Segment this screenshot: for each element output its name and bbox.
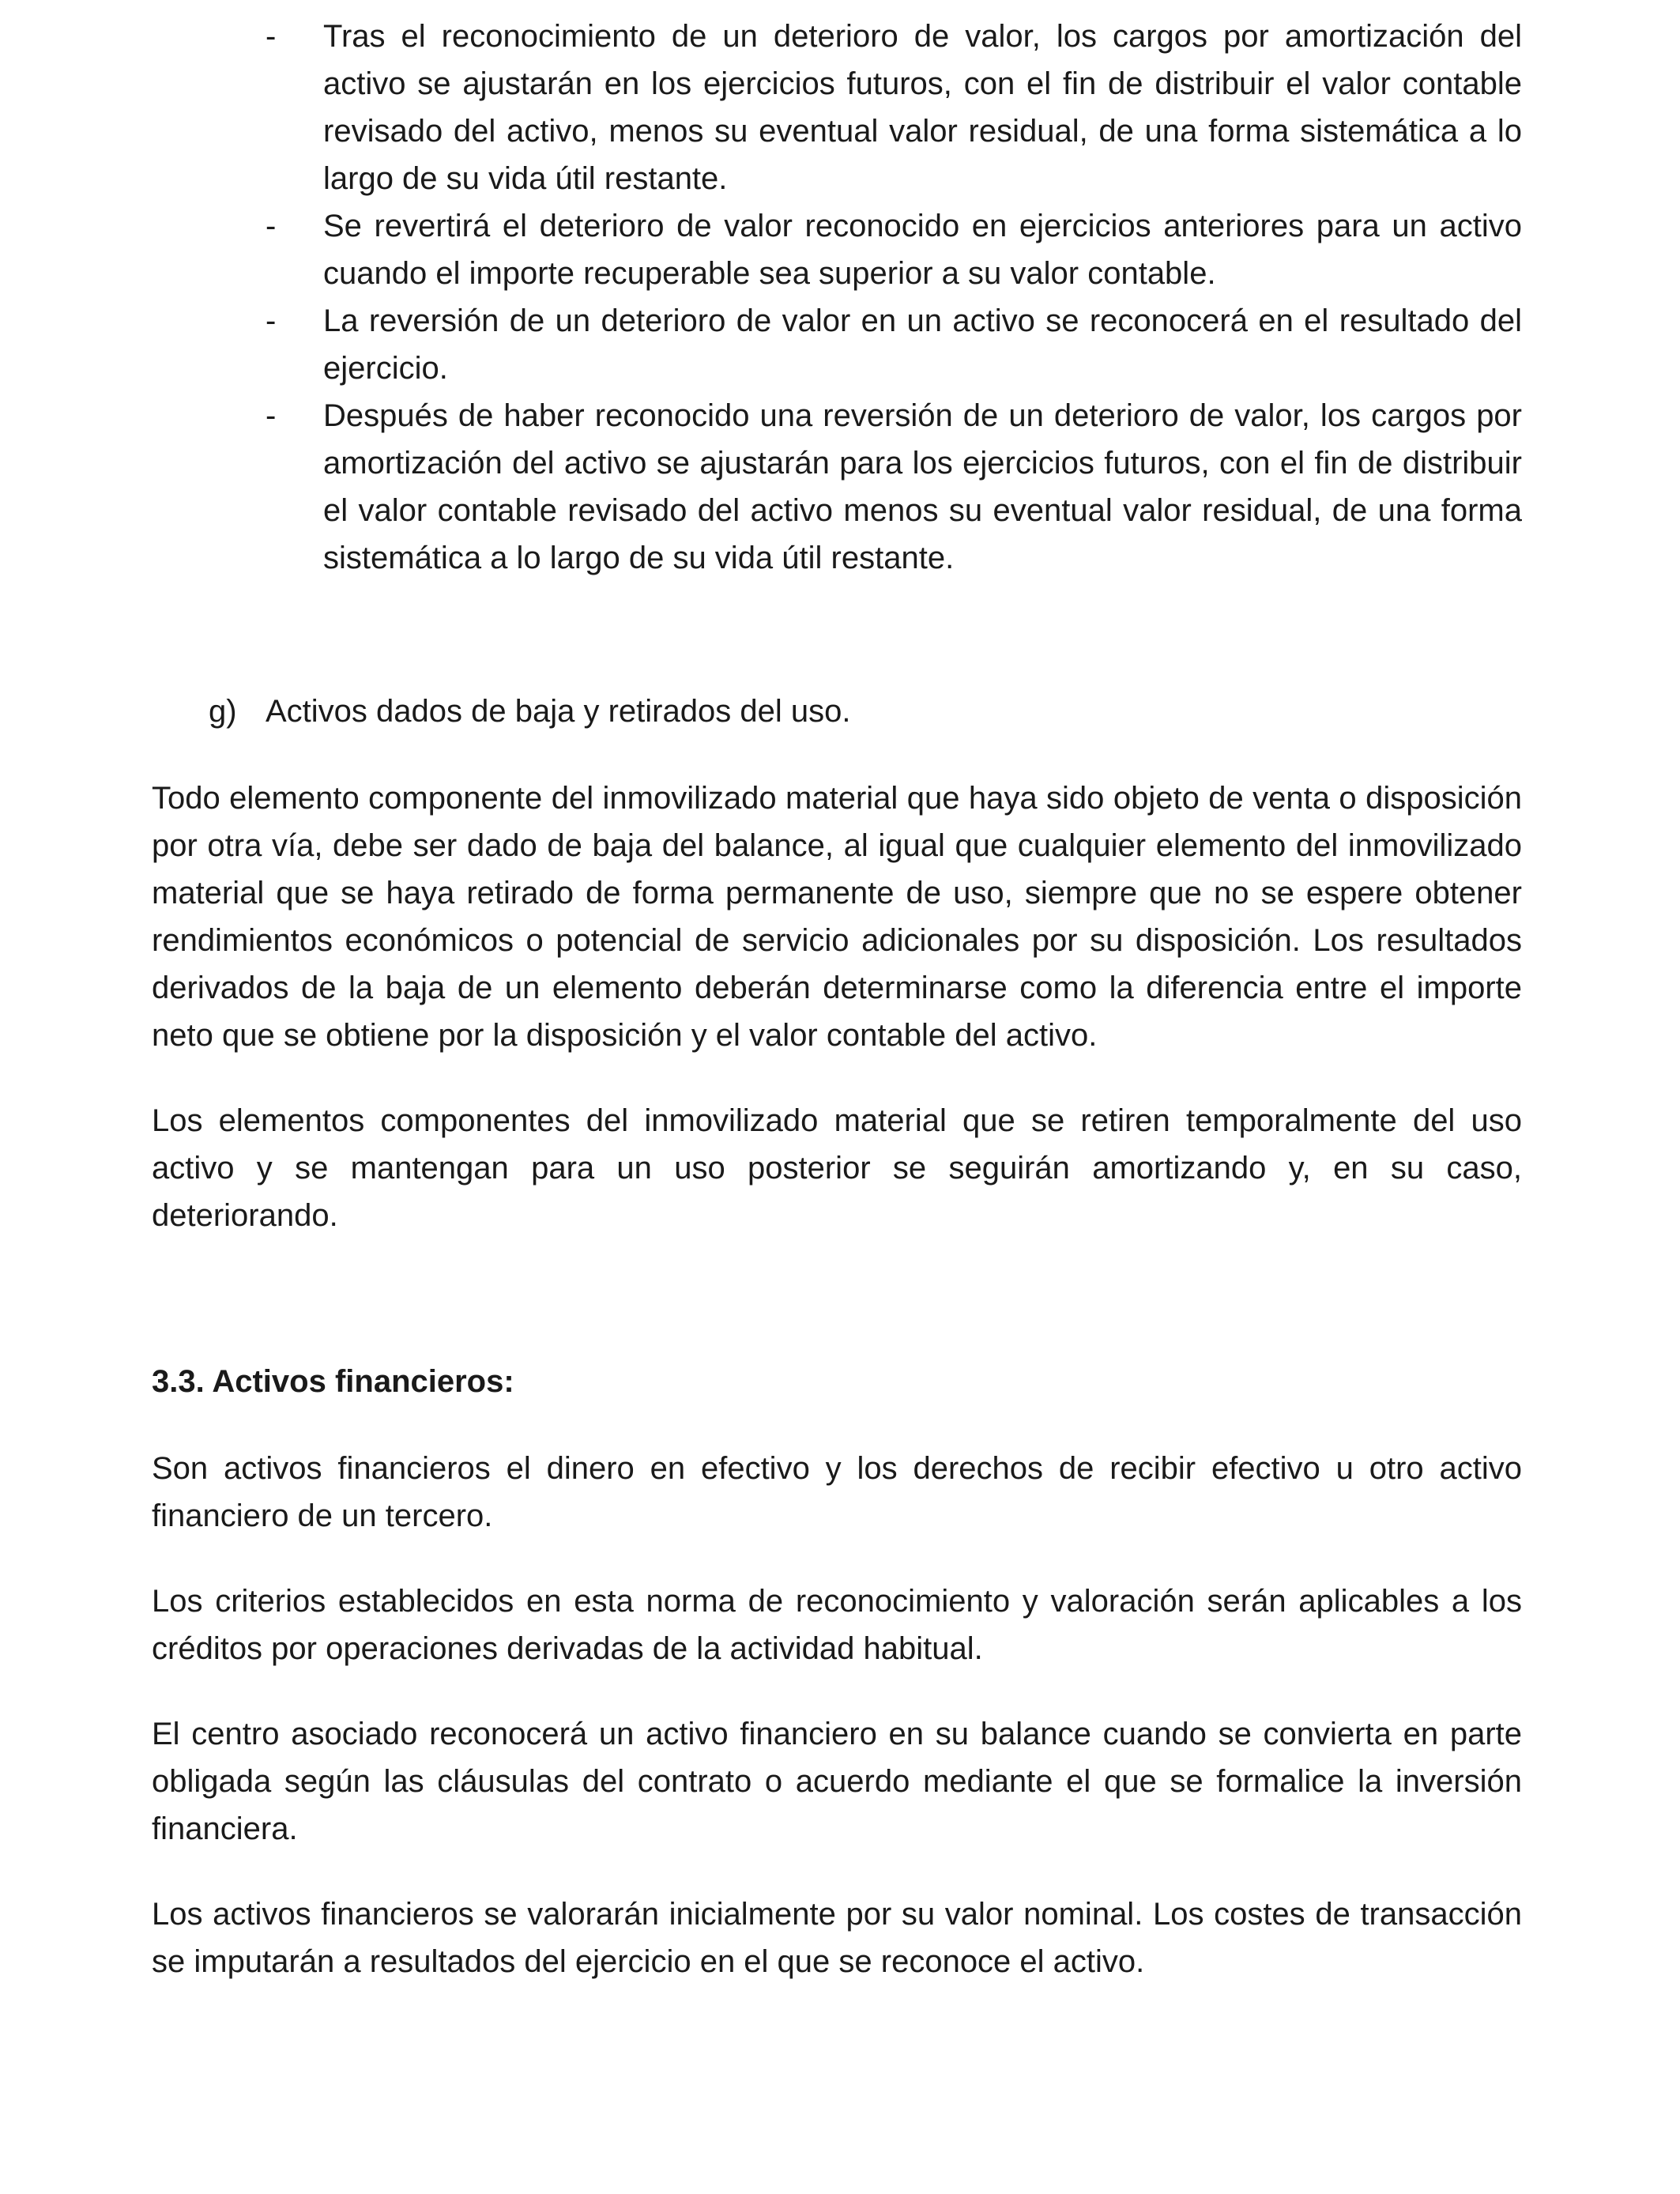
section-heading: 3.3. Activos financieros: — [152, 1364, 514, 1399]
bullet-marker: - — [266, 303, 277, 338]
document-page — [152, 0, 1522, 1985]
subsection-letter: g) — [209, 694, 237, 729]
list-item — [152, 297, 1522, 392]
paragraph: El centro asociado reconocerá un activo financiero en su balance cuando se convierta en parte obligada según las cláusulas del contrato o acuerdo mediante el que se formalice la inversión financiera. — [152, 1717, 1522, 1846]
bullet-marker: - — [266, 19, 277, 54]
subsection-title: Activos dados de baja y retirados del uso. — [266, 694, 851, 729]
list-item — [152, 392, 1522, 582]
paragraph: Los criterios establecidos en esta norma de reconocimiento y valoración serán aplicables a los créditos por operaciones derivadas de la actividad habitual. — [152, 1584, 1522, 1666]
paragraph: Todo elemento componente del inmovilizado material que haya sido objeto de venta o disposición por otra vía, debe ser dado de baja del balance, al igual que cualquier elemento del inmovilizado material que se haya retirado de forma permanente de uso, siempre que no se espere obtener rendimientos económicos o potencial de servicio adicionales por su disposición. Los resultados derivados de la baja de un elemento deberán determinarse como la diferencia entre el importe neto que se obtiene por la disposición y el valor contable del activo. — [152, 781, 1522, 1053]
paragraph: Los activos financieros se valorarán inicialmente por su valor nominal. Los costes de transacción se imputarán a resultados del ejercicio en el que se reconoce el activo. — [152, 1897, 1522, 1979]
paragraph: Los elementos componentes del inmovilizado material que se retiren temporalmente del uso activo y se mantengan para un uso posterior se seguirán amortizando y, en su caso, deteriorando. — [152, 1103, 1522, 1233]
list-item-text: Después de haber reconocido una reversión de un deterioro de valor, los cargos por amortización del activo se ajustarán para los ejercicios futuros, con el fin de distribuir el valor contable revisado del activo menos su eventual valor residual, de una forma sistemática a lo largo de su vida útil restante. — [323, 398, 1522, 575]
bullet-marker: - — [266, 398, 277, 433]
paragraph: Son activos financieros el dinero en efectivo y los derechos de recibir efectivo u otro activo financiero de un tercero. — [152, 1451, 1522, 1533]
bullet-list — [152, 13, 1522, 582]
bullet-marker: - — [266, 209, 277, 243]
list-item-text: Tras el reconocimiento de un deterioro de valor, los cargos por amortización del activo se ajustarán en los ejercicios futuros, con el fin de distribuir el valor contable revisado del activo, menos su eventual valor residual, de una forma sistemática a lo largo de su vida útil restante. — [323, 19, 1522, 196]
subsection-heading — [152, 688, 1522, 735]
list-item-text: Se revertirá el deterioro de valor reconocido en ejercicios anteriores para un activo cuando el importe recuperable sea superior a su valor contable. — [323, 209, 1522, 291]
list-item-text: La reversión de un deterioro de valor en un activo se reconocerá en el resultado del ejercicio. — [323, 303, 1522, 386]
list-item — [152, 202, 1522, 297]
list-item — [152, 13, 1522, 202]
